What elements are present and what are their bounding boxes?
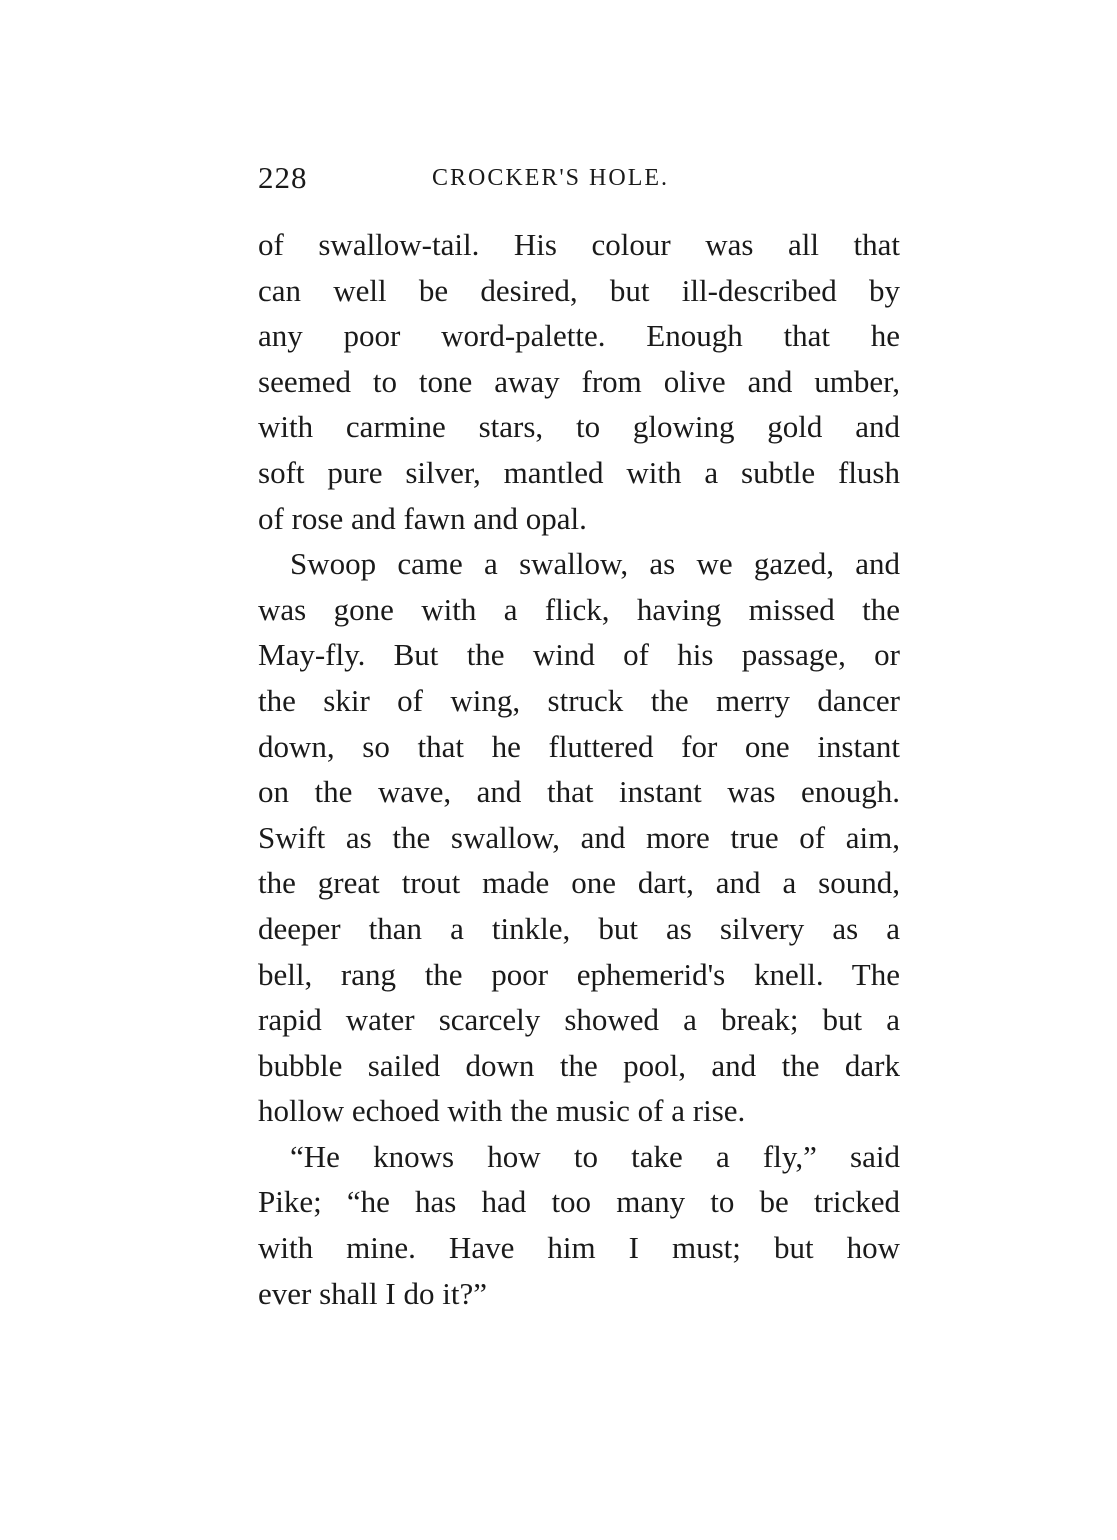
- text-line: May-fly. But the wind of his passage, or: [258, 637, 900, 673]
- text-line: seemed to tone away from olive and umber,: [258, 363, 900, 399]
- text-line: of rose and fawn and opal.: [258, 500, 587, 536]
- paragraph-3: [258, 1134, 900, 1316]
- text-line: bubble sailed down the pool, and the dark: [258, 1047, 900, 1083]
- text-line: with carmine stars, to glowing gold and: [258, 409, 900, 445]
- page-number: 228: [258, 160, 308, 195]
- text-line: with mine. Have him I must; but how: [258, 1230, 900, 1266]
- running-title: CROCKER'S HOLE.: [432, 165, 670, 191]
- text-line: Swoop came a swallow, as we gazed, and: [290, 546, 900, 582]
- text-line: Swift as the swallow, and more true of aim,: [258, 819, 900, 855]
- paragraph-1: [258, 222, 900, 541]
- text-line: bell, rang the poor ephemerid's knell. The: [258, 956, 900, 992]
- text-line: was gone with a flick, having missed the: [258, 591, 900, 627]
- body-text: [258, 222, 900, 1316]
- text-line: Pike; “he has had too many to be tricked: [258, 1184, 900, 1220]
- text-line: the skir of wing, struck the merry dancer: [258, 682, 900, 718]
- text-line: any poor word-palette. Enough that he: [258, 318, 900, 354]
- text-line: down, so that he fluttered for one instant: [258, 728, 900, 764]
- text-line: soft pure silver, mantled with a subtle flush: [258, 454, 900, 490]
- text-line: of swallow-tail. His colour was all that: [258, 227, 900, 262]
- paragraph-2: [258, 541, 900, 1134]
- text-line: hollow echoed with the music of a rise.: [258, 1093, 746, 1129]
- text-line: can well be desired, but ill-described by: [258, 272, 900, 308]
- text-line: ever shall I do it?”: [258, 1275, 487, 1311]
- text-line: deeper than a tinkle, but as silvery as a: [258, 910, 900, 946]
- text-line: rapid water scarcely showed a break; but a: [258, 1002, 900, 1038]
- text-line: on the wave, and that instant was enough.: [258, 774, 900, 810]
- text-line: “He knows how to take a fly,” said: [290, 1138, 900, 1174]
- running-head: [258, 160, 718, 200]
- text-line: the great trout made one dart, and a sound,: [258, 865, 900, 901]
